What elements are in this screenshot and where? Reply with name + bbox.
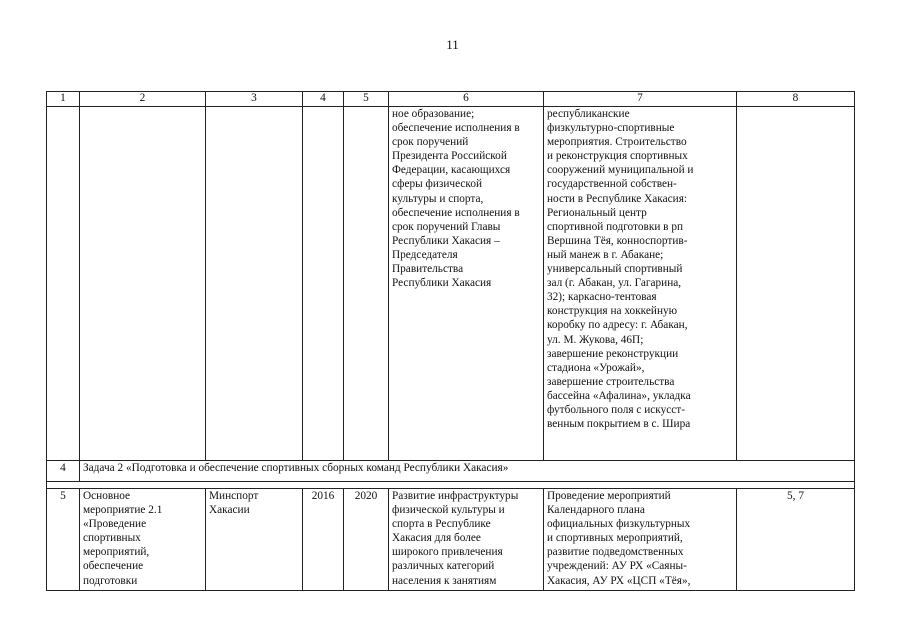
header-cell-8: 8 bbox=[737, 92, 855, 107]
task-title: Задача 2 «Подготовка и обеспечение спортивных сборных команд Республики Хакасия» bbox=[80, 461, 855, 482]
cell-empty bbox=[303, 107, 344, 461]
cell-empty bbox=[206, 107, 303, 461]
header-cell-4: 4 bbox=[303, 92, 344, 107]
header-row bbox=[47, 92, 855, 107]
spacer-row bbox=[47, 482, 855, 489]
page-number: 11 bbox=[446, 37, 459, 52]
row-number: 4 bbox=[47, 461, 80, 482]
result-cell: Развитие инфраструктуры физической культуры и спорта в Республике Хакасия для более широкого привлечения различных категорий населения к занятиям bbox=[389, 489, 544, 591]
header-cell-3: 3 bbox=[206, 92, 303, 107]
spacer-cell bbox=[47, 482, 855, 489]
header-cell-6: 6 bbox=[389, 92, 544, 107]
header-cell-5: 5 bbox=[344, 92, 389, 107]
table-row bbox=[47, 489, 855, 591]
program-table bbox=[46, 91, 855, 591]
cell-empty bbox=[737, 107, 855, 461]
result-cell: ное образование; обеспечение исполнения в срок поручений Президента Российской Федерации, касающихся сферы физической культуры и спорта, обеспечение исполнения в срок поручений Главы Республики Хакасия – Председателя Правительства Республики Хакасия bbox=[389, 107, 544, 461]
header-cell-1: 1 bbox=[47, 92, 80, 107]
header-cell-2: 2 bbox=[80, 92, 206, 107]
cell-empty bbox=[47, 107, 80, 461]
indicators-cell: 5, 7 bbox=[737, 489, 855, 591]
start-year-cell: 2016 bbox=[303, 489, 344, 591]
task-row bbox=[47, 461, 855, 482]
table-row bbox=[47, 107, 855, 461]
executor-cell: Минспорт Хакасии bbox=[206, 489, 303, 591]
description-cell: Проведение мероприятий Календарного плана официальных физкультурных и спортивных мероприятий, развитие подведомственных учреждений: АУ РХ «Саяны- Хакасия, АУ РХ «ЦСП «Тёя», bbox=[544, 489, 737, 591]
description-cell: республиканские физкультурно-спортивные мероприятия. Строительство и реконструкция спортивных сооружений муниципальной и государственной собствен- ности в Республике Хакасия: Региональный центр спортивной подготовки в рп Вершина Тёя, конноспортив- ный манеж в г. Абакане; универсальный спортивный зал (г. Абакан, ул. Гагарина, 32); каркасно-тентовая конструкция на хоккейную коробку по адресу: г. Абакан, ул. М. Жукова, 46П; завершение реконструкции стадиона «Урожай», завершение строительства бассейна «Афалина», укладка футбольного поля с искусст- венным покрытием в с. Шира bbox=[544, 107, 737, 461]
cell-empty bbox=[344, 107, 389, 461]
header-cell-7: 7 bbox=[544, 92, 737, 107]
activity-name-cell: Основное мероприятие 2.1 «Проведение спортивных мероприятий, обеспечение подготовки bbox=[80, 489, 206, 591]
end-year-cell: 2020 bbox=[344, 489, 389, 591]
cell-empty bbox=[80, 107, 206, 461]
row-number: 5 bbox=[47, 489, 80, 591]
